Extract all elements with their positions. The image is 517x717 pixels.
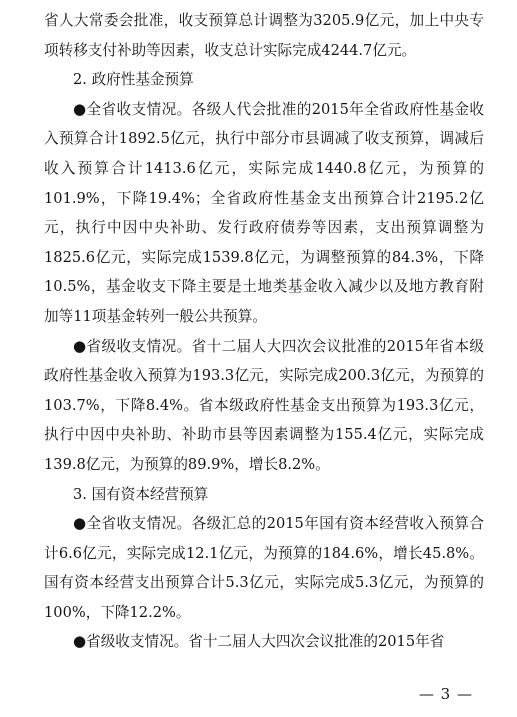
paragraph-province-wide-capital	[44, 509, 484, 627]
page-number: — 3 —	[418, 685, 473, 703]
section-heading-state-capital-budget	[44, 480, 484, 510]
paragraph-text: 全省收支情况。各级汇总的2015年国有资本经营收入预算合计6.6亿元，实际完成12.1亿元，为预算的184.6%，增长45.8%。国有资本经营支出预算合计5.3亿元，实际完成5.3亿元，为预算的100%，下降12.2%。	[44, 515, 484, 621]
paragraph-province-wide-fund	[44, 95, 484, 332]
paragraph-text: 省级收支情况。省十二届人大四次会议批准的2015年省	[86, 633, 445, 651]
paragraph-general-budget-end	[44, 6, 484, 65]
section-heading-government-fund-budget	[44, 65, 484, 95]
bullet-icon: ●	[73, 336, 87, 355]
bullet-icon: ●	[73, 632, 87, 651]
paragraph-text: 全省收支情况。各级人代会批准的2015年全省政府性基金收入预算合计1892.5亿元，执行中部分市县调减了收支预算，调减后收入预算合计1413.6亿元，实际完成1440.8亿元，为预算的101.9%，下降19.4%；全省政府性基金支出预算合计2195.2亿元，执行中因中央补助、发行政府债券等因素，支出预算调整为1825.6亿元，实际完成1539.8亿元，为调整预算的84.3%，下降10.5%，基金收支下降主要是土地类基金收入减少以及地方教育附加等11项基金转列一般公共预算。	[44, 100, 484, 325]
bullet-icon: ●	[73, 99, 87, 118]
paragraph-text: 省人大常委会批准，收支预算总计调整为3205.9亿元，加上中央专项转移支付补助等因素，收支总计实际完成4244.7亿元。	[44, 12, 484, 59]
bullet-icon: ●	[73, 514, 87, 533]
paragraph-provincial-capital	[44, 627, 484, 657]
paragraph-provincial-fund	[44, 332, 484, 480]
heading-text: 3. 国有资本经营预算	[73, 485, 209, 503]
paragraph-text: 省级收支情况。省十二届人大四次会议批准的2015年省本级政府性基金收入预算为193.3亿元，实际完成200.3亿元，为预算的103.7%，下降8.4%。省本级政府性基金支出预算为193.3亿元，执行中因中央补助、补助市县等因素调整为155.4亿元，实际完成139.8亿元，为预算的89.9%，增长8.2%。	[44, 337, 484, 473]
heading-text: 2. 政府性基金预算	[73, 71, 194, 89]
document-body	[44, 6, 484, 657]
